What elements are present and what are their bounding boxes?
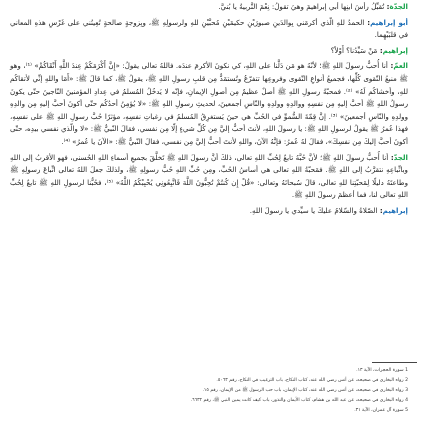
paragraph-3: إبراهيم: مَنْ سَيِّدُنا؟ أَوْلاً؟: [330, 45, 408, 55]
speaker-label: العمّ: [393, 61, 408, 71]
footnote: 1 سورة الحجرات، الآية ١٣.: [356, 368, 408, 373]
footnote: 3 رواه البخاري في صحيحه، عن أنس رضي الله عنه، كتاب الإيمان، باب حب الرسول ﷺ من الإيمان، رقم ١٥.: [202, 388, 408, 393]
paragraph-5: الجدّ: أنا أُحبُّ رسولَ اللهِ ﷺ؛ لأنَّ حُبَّهُ تابعٌ لِحُبِّ اللهِ تعالى، ذلكَ أنَّ رسولَ اللهِ ﷺ تَخلَّقَ بجميعِ أسماءِ اللهِ الحُسنى، فهو الأقربُ إلى اللهِ وباتِّباعِهِ نتقرَّبُ إلى اللهِ ﷺ. فمَحبّةُ اللهِ تعالى هي أساسُ الحُبِّ، ومِن حُبِّ اللهِ حُبُّ رسولِهِ ﷺ، ولذلكَ جعلَ اللهُ تعالى اتِّباعَ رسولِهِ ﷺ وطاعتَهُ دليلًا لِمَحبّتِنا للهِ تعالى، قالَ سُبحانَهُ وتعالى: «قُلْ إِن كُنتُمْ تُحِبُّونَ اللَّهَ فَاتَّبِعُونِي يُحْبِبْكُمُ اللَّهُ» ⁽⁵⁾، فحُبُّنا لرسولِ اللهِ ﷺ تابعٌ لِحُبِّ اللهِ تعالى لنا، فما أعظمَ رسولَ اللهِ ﷺ.: [10, 152, 408, 200]
speaker-label: إبراهيم: [382, 45, 408, 55]
paragraph-2: أبو إبراهيم: الحمدُ للهِ الّذي أكرمَني بِوالدَينِ صبورَيْنِ حكيمَيْنِ مُحبَّيْنِ للهِ ولرسولِهِ ﷺ، وبِزوجةٍ صالحةٍ تُعِينُني على غَرْسِ هذهِ المعاني في قلبَيْهِما.: [10, 17, 408, 40]
speaker-label: أبو إبراهيم: [370, 17, 408, 27]
speaker-label: الجدّة: [389, 2, 408, 11]
paragraph-text: أنا أُحبُّ رسولَ اللهِ ﷺ؛ لأنَّ حُبَّهُ تابعٌ لِحُبِّ اللهِ تعالى، ذلكَ أنَّ رسولَ اللهِ ﷺ تَخلَّقَ بجميعِ أسماءِ اللهِ الحُسنى، فهو الأقربُ إلى اللهِ وباتِّباعِهِ نتقرَّبُ إلى اللهِ ﷺ. فمَحبّةُ اللهِ تعالى هي أساسُ الحُبِّ، ومِن حُبِّ اللهِ حُبُّ رسولِهِ ﷺ، ولذلكَ جعلَ اللهُ تعالى اتِّباعَ رسولِهِ ﷺ وطاعتَهُ دليلًا لِمَحبّتِنا للهِ تعالى، قالَ سُبحانَهُ وتعالى: «قُلْ إِن كُنتُمْ تُحِبُّونَ اللَّهَ فَاتَّبِعُونِي يُحْبِبْكُمُ اللَّهُ» ⁽⁵⁾، فحُبُّنا لرسولِ اللهِ ﷺ تابعٌ لِحُبِّ اللهِ تعالى لنا، فما أعظمَ رسولَ اللهِ ﷺ.: [10, 152, 408, 200]
paragraph-text: مَنْ سَيِّدُنا؟ أَوْلاً؟: [330, 45, 378, 55]
footnote: 5 سورة آل عمران، الآية ٣١.: [354, 408, 408, 413]
footnote-divider: [372, 362, 417, 363]
body-text: [10, 1, 408, 218]
footnotes: [10, 366, 408, 416]
paragraph-text: أنا أُحبُّ رسولَ اللهِ ﷺ؛ لأنّهُ هو مَن دَلَّنا على اللهِ، كي نكونَ الأكرمَ عندَه. فاللهُ تعالى يقولُ: «إِنَّ أَكْرَمَكُمْ عِندَ اللَّهِ أَتْقَاكُمْ» ⁽¹⁾، وهو ﷺ منبعُ التّقوى كُلِّها، فجميعُ أنواعِ التّقوى وفروعِها تتفرّعُ وتُستمَدُّ مِن قلبِ رسولِ اللهِ ﷺ، يقولُ ﷺ، كما قالَ ﷺ: «أَمَا واللهِ إنِّي لأتقاكُم للهِ، وأخشاكُم لَهُ» ⁽²⁾. فمحبّةُ رسولِ اللهِ ﷺ أصلٌ عظيمٌ مِن أصولِ الإيمانِ، فإنّه لا يَدخُلُ المُسلمُ في عِدادِ المؤمنينَ النّاجينَ حتّى يكونَ رسولُ اللهِ ﷺ أحبَّ إليهِ مِن نفسِهِ ووالدِهِ وولدِهِ والنّاسِ أجمعينَ، لحديثِ رسولِ اللهِ ﷺ: «لا يُؤمِنُ أحدُكُم حتّى أكونَ أحبَّ إليهِ مِن والدِهِ وولدِهِ والنّاسِ أجمعينَ» ⁽³⁾. إنَّ قِمّةَ السُّموِّ في الحُبِّ هي حينَ يَستغرِقُ المُسلمُ في رغباتِ نفسِهِ، مؤثرًا حُبَّ رسولِ اللهِ ﷺ على نفسِهِ، فهذا عُمرُ ﷺ يقولُ لرسولِ اللهِ ﷺ: يا رسولَ اللهِ، لأنتَ أحبُّ إليَّ مِن كُلِّ شيءٍ إلّا مِن نفسي، فقالَ النّبيُّ ﷺ: «لا والّذي نفسي بيدِه، حتّى أكونَ أحبَّ إليكَ مِن نفسِكَ»، فقالَ لهُ عُمرُ: فإنَّهُ الآنَ، واللهِ لأنتَ أحبُّ إليَّ مِن نفسي، فقالَ النّبيُّ ﷺ: «الآنَ يا عُمرُ» ⁽⁴⁾.: [10, 61, 408, 146]
paragraph-text: تُقبِّلُ رأسَ ابنِها أبي إبراهيمَ وهيَ تقولُ: نِعْمَ التَّربيةُ يا بُنيَّ.: [218, 2, 385, 11]
footnote: 2 رواه البخاري في صحيحه، عن أنس رضي الله عنه، كتاب النكاح، باب الترغيب في النكاح، رقم ٥٠٦٣.: [216, 378, 408, 383]
speaker-label: الجدّ: [393, 152, 408, 162]
speaker-label: إبراهيم: [382, 205, 408, 215]
paragraph-1: الجدّة: تُقبِّلُ رأسَ ابنِها أبي إبراهيمَ وهيَ تقولُ: نِعْمَ التَّربيةُ يا بُنيَّ.: [218, 2, 408, 11]
footnote: 4 رواه البخاري في صحيحه، عن عبد الله بن هشام، كتاب الأيمان والنذور، باب كيف كانت يمين النبي ﷺ، رقم ٦٦٣٢.: [190, 398, 408, 403]
paragraph-4: العمّ: أنا أُحبُّ رسولَ اللهِ ﷺ؛ لأنّهُ هو مَن دَلَّنا على اللهِ، كي نكونَ الأكرمَ عندَه. فاللهُ تعالى يقولُ: «إِنَّ أَكْرَمَكُمْ عِندَ اللَّهِ أَتْقَاكُمْ» ⁽¹⁾، وهو ﷺ منبعُ التّقوى كُلِّها، فجميعُ أنواعِ التّقوى وفروعِها تتفرّعُ وتُستمَدُّ مِن قلبِ رسولِ اللهِ ﷺ، يقولُ ﷺ، كما قالَ ﷺ: «أَمَا واللهِ إنِّي لأتقاكُم للهِ، وأخشاكُم لَهُ» ⁽²⁾. فمحبّةُ رسولِ اللهِ ﷺ أصلٌ عظيمٌ مِن أصولِ الإيمانِ، فإنّه لا يَدخُلُ المُسلمُ في عِدادِ المؤمنينَ النّاجينَ حتّى يكونَ رسولُ اللهِ ﷺ أحبَّ إليهِ مِن نفسِهِ ووالدِهِ وولدِهِ والنّاسِ أجمعينَ، لحديثِ رسولِ اللهِ ﷺ: «لا يُؤمِنُ أحدُكُم حتّى أكونَ أحبَّ إليهِ مِن والدِهِ وولدِهِ والنّاسِ أجمعينَ» ⁽³⁾. إنَّ قِمّةَ السُّموِّ في الحُبِّ هي حينَ يَستغرِقُ المُسلمُ في رغباتِ نفسِهِ، مؤثرًا حُبَّ رسولِ اللهِ ﷺ على نفسِهِ، فهذا عُمرُ ﷺ يقولُ لرسولِ اللهِ ﷺ: يا رسولَ اللهِ، لأنتَ أحبُّ إليَّ مِن كُلِّ شيءٍ إلّا مِن نفسي، فقالَ النّبيُّ ﷺ: «لا والّذي نفسي بيدِه، حتّى أكونَ أحبَّ إليكَ مِن نفسِكَ»، فقالَ لهُ عُمرُ: فإنَّهُ الآنَ، واللهِ لأنتَ أحبُّ إليَّ مِن نفسي، فقالَ النّبيُّ ﷺ: «الآنَ يا عُمرُ» ⁽⁴⁾.: [10, 61, 408, 146]
paragraph-text: الصّلاةُ والسّلامُ عليكَ يا سيِّدي يا رسولَ اللهِ.: [249, 205, 378, 215]
paragraph-text: الحمدُ للهِ الّذي أكرمَني بِوالدَينِ صبورَيْنِ حكيمَيْنِ مُحبَّيْنِ للهِ ولرسولِهِ ﷺ، وبِزوجةٍ صالحةٍ تُعِينُني على غَرْسِ هذهِ المعاني في قلبَيْهِما.: [10, 17, 408, 40]
paragraph-6: إبراهيم: الصّلاةُ والسّلامُ عليكَ يا سيِّدي يا رسولَ اللهِ.: [249, 205, 408, 215]
